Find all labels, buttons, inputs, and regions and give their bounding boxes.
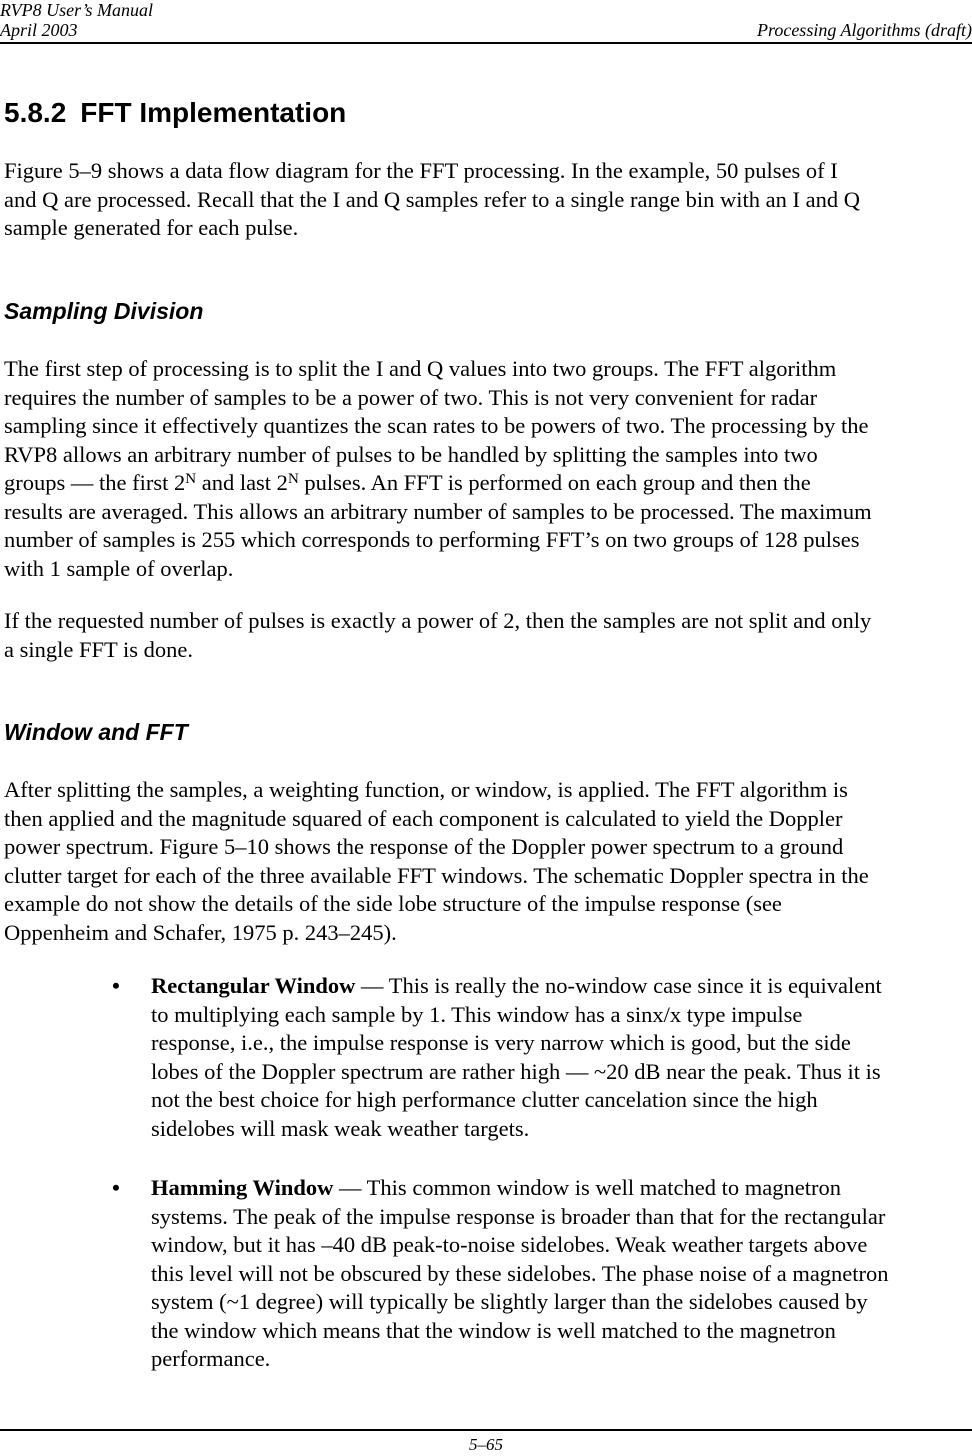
page-footer-rule (0, 1429, 972, 1431)
bullet-line: not the best choice for high performance clutter cancelation since the high (151, 1087, 818, 1112)
bullet-line: to multiplying each sample by 1. This window has a sinx/x type impulse (151, 1001, 803, 1027)
bullet-line: window, but it has –40 dB peak-to-noise sidelobes. Weak weather targets above (151, 1232, 868, 1257)
window-and-fft-paragraph (4, 776, 972, 947)
bullet-line: the window which means that the window is well matched to the magnetron (151, 1317, 836, 1343)
paragraph-line: clutter target for each of the three available FFT windows. The schematic Doppler spectra in the (4, 862, 869, 888)
bullet-line: this level will not be obscured by these sidelobes. The phase noise of a magnetron (151, 1260, 889, 1286)
bullet-term: Rectangular Window (151, 973, 356, 998)
paragraph-line: RVP8 allows an arbitrary number of pulses to be handled by splitting the samples into two (4, 441, 818, 467)
bullet-line: lobes of the Doppler spectrum are rather high — ~20 dB near the peak. Thus it is (151, 1058, 881, 1084)
section-number: 5.8.2 (4, 97, 67, 128)
bullet-icon: • (112, 1175, 120, 1200)
header-date: April 2003 (0, 20, 78, 40)
paragraph-line: The first step of processing is to split the I and Q values into two groups. The FFT algorithm (4, 356, 837, 381)
bullet-text (151, 972, 972, 1143)
paragraph-line: with 1 sample of overlap. (4, 555, 234, 581)
bullet-term: Hamming Window (151, 1175, 334, 1200)
superscript-n: N (287, 471, 299, 487)
bullet-line: response, i.e., the impulse response is very narrow which is good, but the side (151, 1030, 851, 1055)
bullet-line: — This is really the no-window case since it is equivalent (355, 973, 882, 998)
paragraph-line: Oppenheim and Schafer, 1975 p. 243–245). (4, 919, 397, 945)
window-and-fft-heading: Window and FFT (4, 719, 188, 745)
paragraph-line: then applied and the magnitude squared of each component is calculated to yield the Doppler (4, 805, 843, 831)
sampling-division-paragraph-1 (4, 355, 972, 583)
bullet-line: systems. The peak of the impulse response is broader than that for the rectangular (151, 1203, 886, 1229)
paragraph-line: If the requested number of pulses is exactly a power of 2, then the samples are not split and only (4, 608, 872, 633)
paragraph-line: example do not show the details of the side lobe structure of the impulse response (see (4, 891, 782, 916)
paragraph-line: groups — the first 2 (4, 470, 186, 495)
bullet-line: system (~1 degree) will typically be slightly larger than the sidelobes caused by (151, 1289, 868, 1314)
intro-paragraph (4, 157, 972, 243)
paragraph-line: number of samples is 255 which corresponds to performing FFT’s on two groups of 128 pulses (4, 527, 860, 552)
section-title (4, 96, 346, 130)
header-left (0, 0, 153, 40)
paragraph-line: results are averaged. This allows an arbitrary number of samples to be processed. The maximum (4, 498, 872, 524)
paragraph-line: requires the number of samples to be a power of two. This is not very convenient for radar (4, 384, 818, 410)
intro-line: sample generated for each pulse. (4, 215, 299, 240)
intro-line: Figure 5–9 shows a data flow diagram for the FFT processing. In the example, 50 pulses of I (4, 158, 838, 183)
paragraph-line: a single FFT is done. (4, 636, 193, 662)
page-header (0, 0, 972, 44)
bullet-icon: • (112, 973, 120, 998)
paragraph-line: power spectrum. Figure 5–10 shows the response of the Doppler power spectrum to a ground (4, 834, 844, 859)
paragraph-line: After splitting the samples, a weighting function, or window, is applied. The FFT algorithm is (4, 777, 848, 802)
section-title-text: FFT Implementation (80, 97, 347, 128)
intro-line: and Q are processed. Recall that the I and Q samples refer to a single range bin with an I and Q (4, 186, 860, 212)
bullet-line: — This common window is well matched to magnetron (333, 1175, 841, 1200)
paragraph-line: and last 2 (196, 470, 288, 495)
page-number: 5–65 (469, 1435, 503, 1454)
chapter-title: Processing Algorithms (draft) (757, 20, 972, 40)
paragraph-line: sampling since it effectively quantizes the scan rates to be powers of two. The processing by the (4, 413, 869, 438)
superscript-n: N (185, 471, 197, 487)
paragraph-line: pulses. An FFT is performed on each group and then the (298, 470, 811, 495)
sampling-division-paragraph-2 (4, 607, 972, 664)
bullet-line: sidelobes will mask weak weather targets. (151, 1115, 530, 1141)
manual-title: RVP8 User’s Manual (0, 0, 153, 20)
bullet-text (151, 1174, 972, 1374)
bullet-line: performance. (151, 1346, 271, 1371)
sampling-division-heading: Sampling Division (4, 298, 204, 324)
